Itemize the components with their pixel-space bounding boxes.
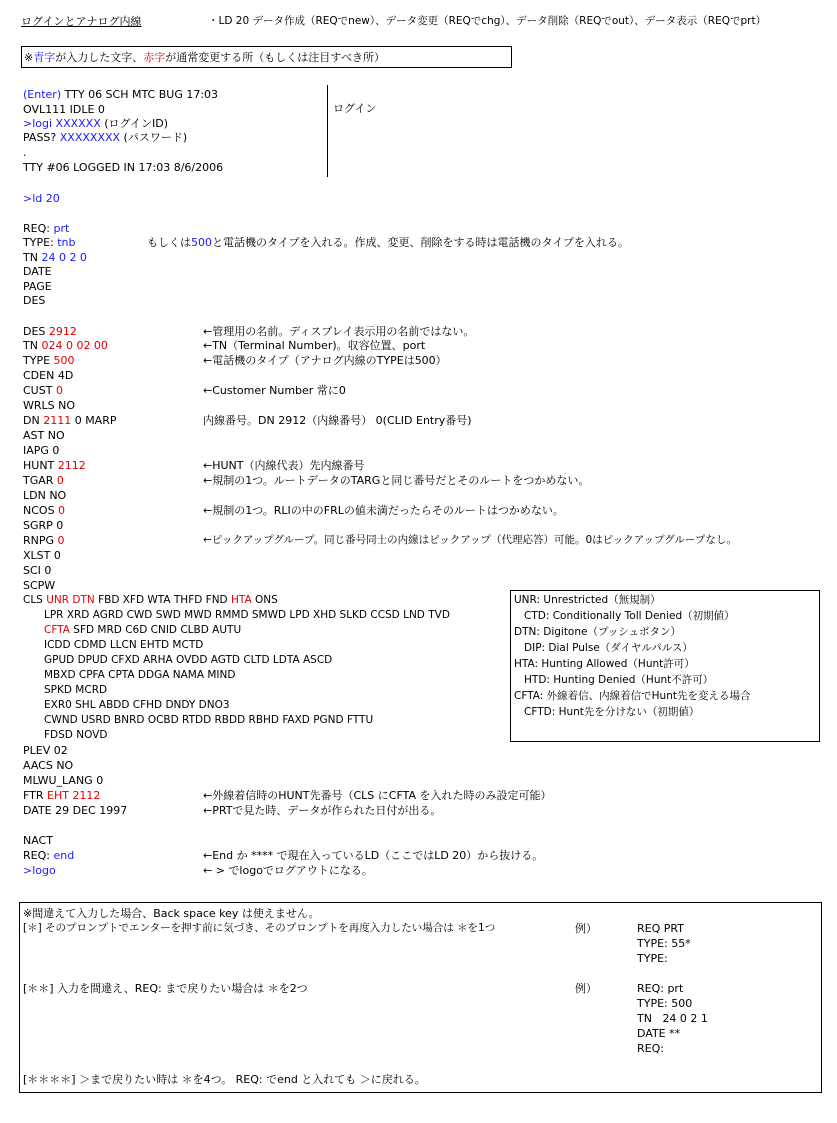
example-2-line-4: DATE ** [637,1027,681,1040]
example-1-line-1: REQ PRT [637,922,684,935]
des-field: DES 2912 [23,325,77,338]
cls-explain-2: CTD: Conditionally Toll Denied（初期値） [514,610,735,622]
hunt-field: HUNT 2112 [23,459,86,472]
dot-line: . [23,146,27,159]
logi-line: >logi XXXXXX (ログインID) [23,117,169,130]
page-title: ログインとアナログ内線 [21,15,142,28]
example-2-line-3: TN 24 0 2 1 [637,1012,708,1025]
cls-explain-7: CFTA: 外線着信、内線着信でHunt先を変える場合 [514,690,751,702]
login-divider [327,85,328,177]
tgar-field: TGAR 0 [23,474,64,487]
xlst-field: XLST 0 [23,549,61,562]
color-legend: ※青字が入力した文字、赤字が通常変更する所（もしくは注目すべき所） [24,51,385,64]
ncos-note: ←規制の1つ。RLIの中のFRLの値未満だったらそのルートはつかめない。 [203,504,564,517]
tn-note: ←TN（Terminal Number)。収容位置、port [203,339,426,352]
des-note: ←管理用の名前。ディスプレイ表示用の名前ではない。 [203,325,475,338]
cls-row-2: LPR XRD AGRD CWD SWD MWD RMMD SMWD LPD XHD SLKD CCSD LND TVD [44,609,450,621]
ld20-commands: ・LD 20 データ作成（REQでnew）、データ変更（REQでchg）、データ削除（REQでout）、データ表示（REQでprt） [208,15,767,27]
ftr-field: FTR EHT 2112 [23,789,101,802]
cls-row-1: CLS UNR DTN FBD XFD WTA THFD FND HTA ONS [23,594,278,606]
type-note: もしくは500と電話機のタイプを入れる。作成、変更、削除をする時は電話機のタイプを入れる。 [147,236,629,249]
wrls-field: WRLS NO [23,399,76,412]
pass-line: PASS? XXXXXXXX (パスワード) [23,131,188,144]
error-double-star: [＊＊] 入力を間違え、REQ: まで戻りたい場合は ＊を2つ [23,982,308,995]
cust-field: CUST 0 [23,384,63,397]
date-prompt: DATE [23,265,52,278]
cls-explain-6: HTD: Hunting Denied（Hunt不許可） [514,674,714,686]
cden-field: CDEN 4D [23,369,74,382]
error-single-star: [＊] そのプロンプトでエンターを押す前に気づき、そのプロンプトを再度入力したい場合は ＊を1つ [23,922,496,934]
logged-in-line: TTY #06 LOGGED IN 17:03 8/6/2006 [23,161,224,174]
cls-explain-8: CFTD: Hunt先を分けない（初期値） [514,706,700,718]
sgrp-field: SGRP 0 [23,519,64,532]
ldn-field: LDN NO [23,489,67,502]
error-intro: ※間違えて入力した場合、Back space key は使えません。 [23,907,320,920]
scpw-field: SCPW [23,579,56,592]
tn-field: TN 024 0 02 00 [23,339,108,352]
example-label-2: 例） [575,982,597,995]
example-1-line-2: TYPE: 55* [637,937,691,950]
error-quad-star: [＊＊＊＊] ＞まで戻りたい時は ＊を4つ。 REQ: でend と入れても ＞に戻れる。 [23,1073,426,1086]
example-label-1: 例） [575,922,597,935]
logo-command: >logo [23,864,56,877]
req-prompt: REQ: prt [23,222,70,235]
example-2-line-2: TYPE: 500 [637,997,693,1010]
tty-line: (Enter) TTY 06 SCH MTC BUG 17:03 [23,88,219,101]
example-2-line-1: REQ: prt [637,982,684,995]
logo-note: ← > でlogoでログアウトになる。 [203,864,373,877]
example-1-line-3: TYPE: [637,952,668,965]
ncos-field: NCOS 0 [23,504,66,517]
type-field-note: ←電話機のタイプ（アナログ内線のTYPEは500） [203,354,447,367]
iapg-field: IAPG 0 [23,444,60,457]
ast-field: AST NO [23,429,65,442]
cust-note: ←Customer Number 常に0 [203,384,346,397]
sci-field: SCI 0 [23,564,52,577]
example-2-line-5: REQ: [637,1042,664,1055]
nact-field: NACT [23,834,53,847]
tgar-note: ←規制の1つ。ルートデータのTARGと同じ番号だとそのルートをつかめない。 [203,474,590,487]
page-prompt: PAGE [23,280,52,293]
cls-explain-3: DTN: Digitone（プッシュボタン） [514,626,682,638]
dn-field: DN 2111 0 MARP [23,414,117,427]
mlwu-field: MLWU_LANG 0 [23,774,104,787]
rnpg-note: ←ピックアップグループ。同じ番号同士の内線はピックアップ（代理応答）可能。0はピックアップグループなし。 [203,534,737,546]
date-note: ←PRTで見た時、データが作られた日付が出る。 [203,804,442,817]
cls-row-4: ICDD CDMD LLCN EHTD MCTD [44,639,204,651]
hunt-note: ←HUNT（内線代表）先内線番号 [203,459,365,472]
type-prompt: TYPE: tnb [23,236,76,249]
des-prompt: DES [23,294,46,307]
rnpg-field: RNPG 0 [23,534,65,547]
cls-explain-5: HTA: Hunting Allowed（Hunt許可） [514,658,695,670]
dn-note: 内線番号。DN 2912（内線番号） 0(CLID Entry番号) [203,414,472,427]
ld20-command: >ld 20 [23,192,60,205]
cls-row-6: MBXD CPFA CPTA DDGA NAMA MIND [44,669,236,681]
cls-row-7: SPKD MCRD [44,684,108,696]
cls-row-5: GPUD DPUD CFXD ARHA OVDD AGTD CLTD LDTA ASCD [44,654,333,666]
cls-row-8: EXR0 SHL ABDD CFHD DNDY DNO3 [44,699,230,711]
req-end-note: ←End か **** で現在入っているLD（ここではLD 20）から抜ける。 [203,849,544,862]
cls-explain-1: UNR: Unrestricted（無規制） [514,594,661,606]
login-label: ログイン [333,102,377,115]
cls-row-9: CWND USRD BNRD OCBD RTDD RBDD RBHD FAXD PGND FTTU [44,714,374,726]
tn-prompt: TN 24 0 2 0 [23,251,87,264]
ftr-note: ←外線着信時のHUNT先番号（CLS にCFTA を入れた時のみ設定可能） [203,789,552,802]
cls-explain-4: DIP: Dial Pulse（ダイヤルパルス） [514,642,693,654]
plev-field: PLEV 02 [23,744,68,757]
cls-row-10: FDSD NOVD [44,729,108,741]
req-end-line: REQ: end [23,849,75,862]
aacs-field: AACS NO [23,759,74,772]
type-field: TYPE 500 [23,354,75,367]
date-field: DATE 29 DEC 1997 [23,804,128,817]
ovl-line: OVL111 IDLE 0 [23,103,105,116]
cls-row-3: CFTA SFD MRD C6D CNID CLBD AUTU [44,624,242,636]
